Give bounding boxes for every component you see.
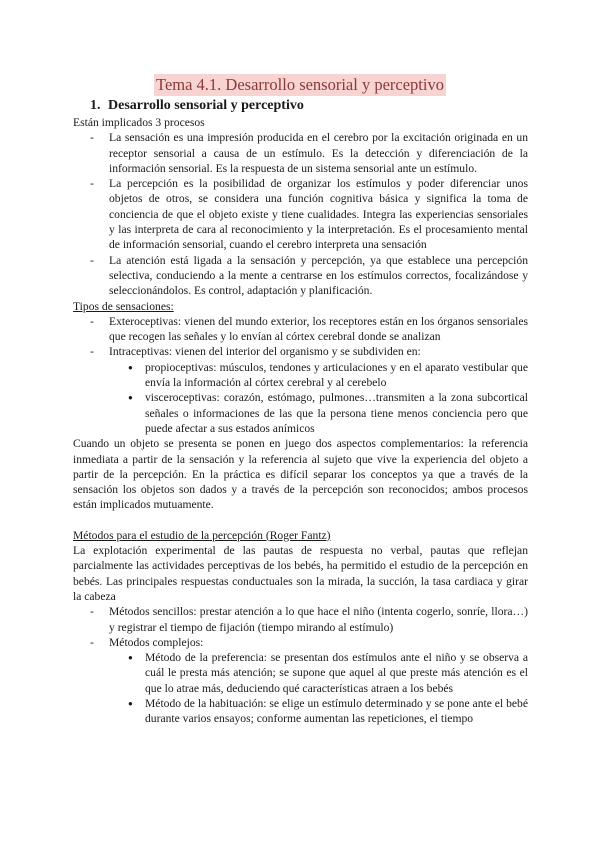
title-container <box>0 74 600 96</box>
spacer <box>73 513 528 528</box>
subtype-proprioceptive: ● propioceptivas: músculos, tendones y articulaciones y en el aparato vestibular que envía la información al córtex cerebral y al cerebelo <box>73 360 528 391</box>
section-heading <box>90 97 304 115</box>
sensations-heading: Tipos de sensaciones: <box>73 299 174 313</box>
method-complex: - Métodos complejos: <box>73 635 528 650</box>
method-simple: - Métodos sencillos: prestar atención a lo que hace el niño (intenta cogerlo, sonríe, llora…) y registrar el tiempo de fijación (tiempo mirando al estímulo) <box>73 604 528 635</box>
section-heading-text: Desarrollo sensorial y perceptivo <box>108 98 304 113</box>
sensations-list <box>73 314 528 360</box>
page-title: Tema 4.1. Desarrollo sensorial y perceptivo <box>156 75 444 94</box>
subtype-visceroceptive: ● visceroceptivas: corazón, estómago, pulmones…transmiten a la zona subcortical señales o informaciones de las que la persona tiene menos conciencia pero que puede afectar a sus estados anímicos <box>73 390 528 436</box>
sensation-perception-paragraph: Cuando un objeto se presenta se ponen en juego dos aspectos complementarios: la referencia inmediata a partir de la sensación y la referencia al sujeto que vive la experiencia del objeto a partir de la percepción. En la práctica es difícil separar los conceptos ya que a través de la sensación los objetos son dados y a través de la percepción son reconocidos; ambos procesos están implicados mutuamente. <box>73 437 528 512</box>
process-sensation: - La sensación es una impresión producida en el cerebro por la excitación originada en un receptor sensorial a causa de un estímulo. Es la detección y diferenciación de la información sensorial. Es la respuesta de un sistema sensorial ante un estímulo. <box>73 130 528 176</box>
methods-list <box>73 604 528 650</box>
processes-intro: Están implicados 3 procesos <box>73 116 205 129</box>
method-habituation: ● Método de la habituación: se elige un estímulo determinado y se pone ante el bebé durante varios ensayos; conforme aumentan las repeticiones, el tiempo <box>73 696 528 727</box>
interoceptive-subtypes <box>73 360 528 436</box>
complex-methods-list <box>73 650 528 726</box>
sensation-interoceptive: - Intraceptivas: vienen del interior del organismo y se subdividen en: <box>73 344 528 359</box>
document-body <box>73 115 528 727</box>
methods-paragraph: La explotación experimental de las pautas de respuesta no verbal, pautas que reflejan parcialmente las actividades perceptivas de los bebés, ha permitido el estudio de la percepción en bebés. Las principales respuestas conductuales son la mirada, la succión, la tasa cardiaca y girar la cabeza <box>73 544 528 603</box>
process-attention: - La atención está ligada a la sensación y percepción, ya que establece una percepción selectiva, conduciendo a la mente a centrarse en los estímulos correctos, focalizándose y seleccionándolos. Es control, adaptación y planificación. <box>73 253 528 299</box>
section-number: 1. <box>90 98 101 113</box>
methods-heading: Métodos para el estudio de la percepción (Roger Fantz) <box>73 528 331 542</box>
processes-list <box>73 130 528 298</box>
process-perception: - La percepción es la posibilidad de organizar los estímulos y poder diferenciar unos objetos de otros, se considera una función cognitiva básica y significa la toma de conciencia de que el objeto existe y tiene cualidades. Integra las experiencias sensoriales y las interpreta de cara al reconocimiento y la interpretación. Es el procesamiento mental de información sensorial, cuando el cerebro interpreta una sensación <box>73 176 528 252</box>
method-preference: ● Método de la preferencia: se presentan dos estímulos ante el niño y se observa a cuál le presta más atención; se supone que aquel al que preste más atención es el que lo atrae más, deduciendo qué características atraen a los bebés <box>73 650 528 696</box>
sensation-exteroceptive: - Exteroceptivas: vienen del mundo exterior, los receptores están en los órganos sensoriales que recogen las señales y lo envían al córtex cerebral donde se analizan <box>73 314 528 345</box>
